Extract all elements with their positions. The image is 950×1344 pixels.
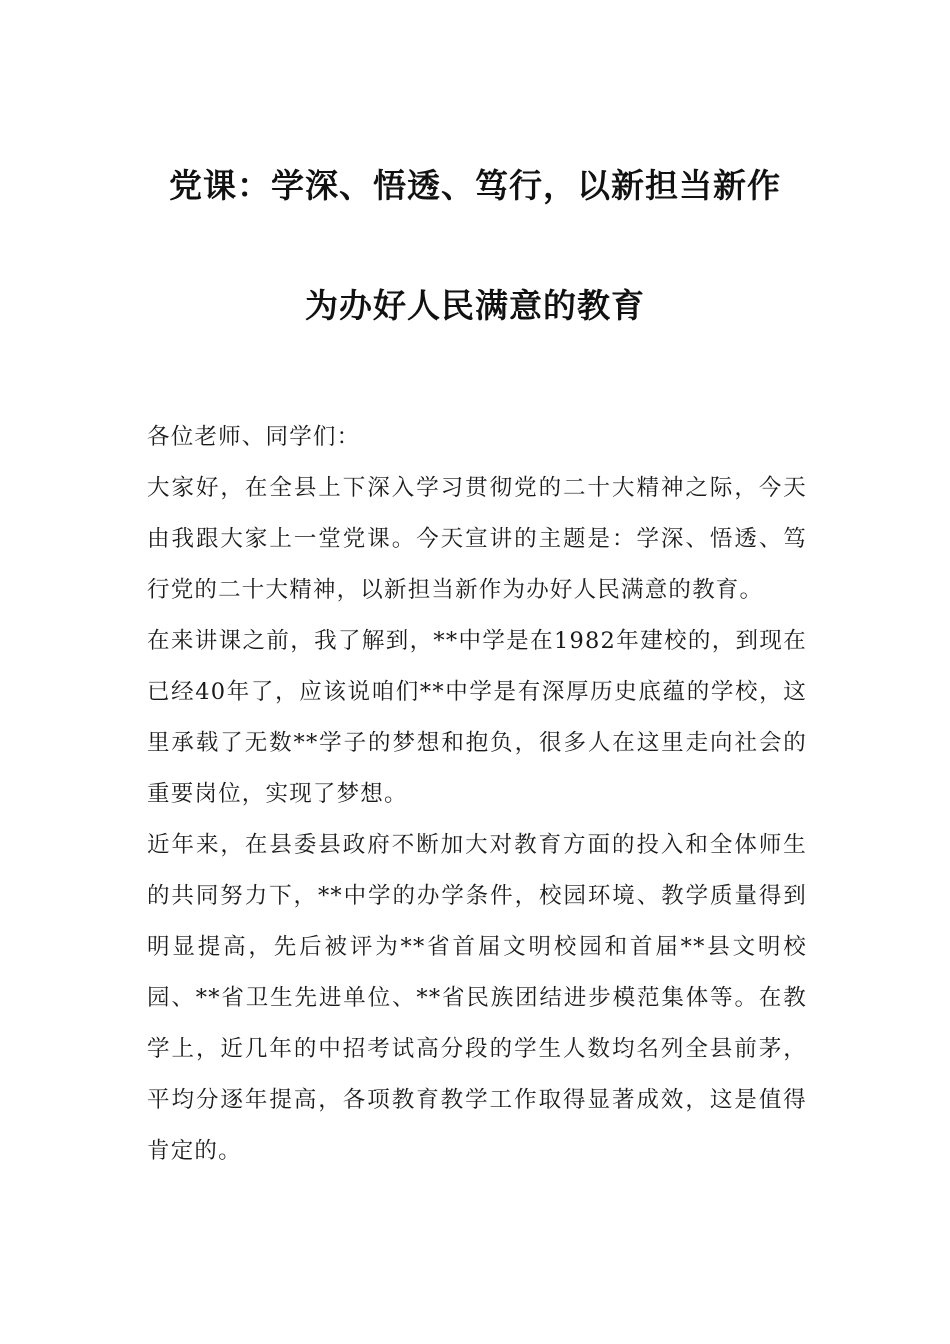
document-body (147, 412, 807, 1177)
paragraph-1: 大家好，在全县上下深入学习贯彻党的二十大精神之际，今天由我跟大家上一堂党课。今天宣讲的主题是：学深、悟透、笃行党的二十大精神，以新担当新作为办好人民满意的教育。 (147, 475, 807, 603)
document-title-line-2: 为办好人民满意的教育 (305, 286, 645, 325)
paragraph-2: 在来讲课之前，我了解到，**中学是在1982年建校的，到现在已经40年了，应该说咱们**中学是有深厚历史底蕴的学校，这里承载了无数**学子的梦想和抱负，很多人在这里走向社会的重要岗位，实现了梦想。 (147, 628, 807, 807)
salutation: 各位老师、同学们： (147, 424, 361, 450)
paragraph-3: 近年来，在县委县政府不断加大对教育方面的投入和全体师生的共同努力下，**中学的办学条件，校园环境、教学质量得到明显提高，先后被评为**省首届文明校园和首届**县文明校园、**省卫生先进单位、**省民族团结进步模范集体等。在教学上，近几年的中招考试高分段的学生人数均名列全县前茅，平均分逐年提高，各项教育教学工作取得显著成效，这是值得肯定的。 (147, 832, 807, 1164)
document-title-line-1: 党课：学深、悟透、笃行，以新担当新作 (169, 166, 781, 205)
